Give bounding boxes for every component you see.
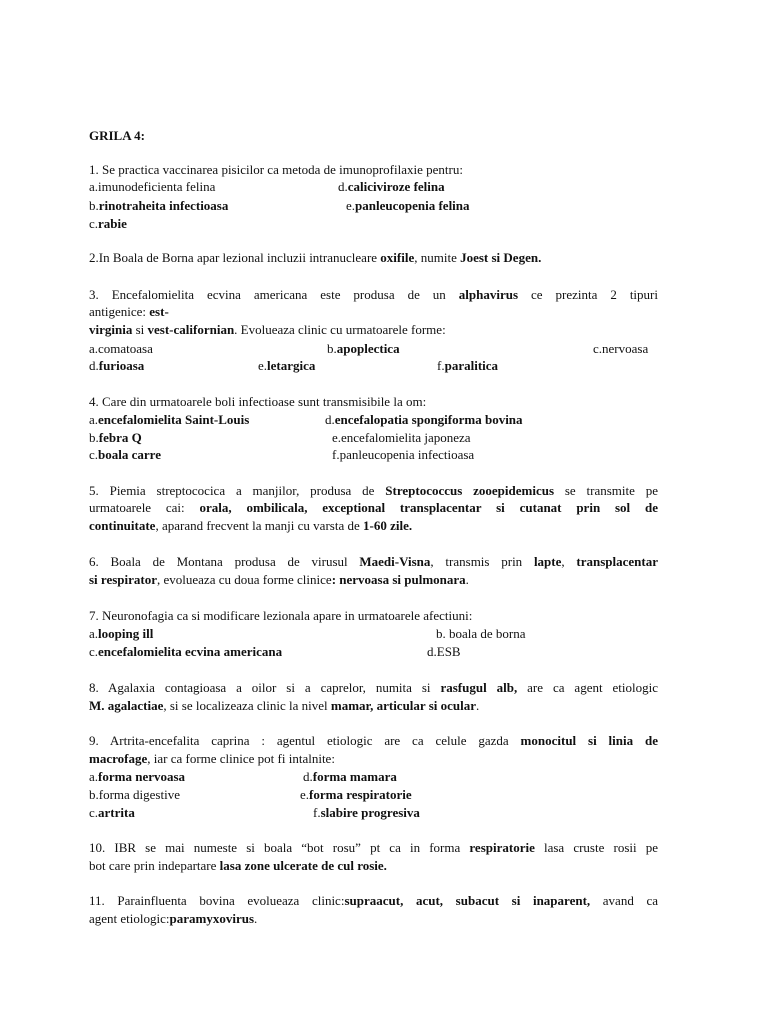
- q3-option-a: a.comatoasa: [89, 341, 153, 356]
- question-5-line-1: 5. Piemia streptococica a manjilor, produsa de Streptococcus zooepidemicus se transmite pe: [89, 483, 659, 498]
- question-3-line-2: antigenice: est-: [89, 304, 169, 319]
- question-9-line-1: 9. Artrita-encefalita caprina : agentul etiologic are ca celule gazda monocitul si linia de: [89, 733, 658, 748]
- question-9-line-2: macrofage, iar ca forme clinice pot fi intalnite:: [89, 751, 335, 766]
- q1-option-c: c.rabie: [89, 216, 127, 231]
- q7-option-d: d.ESB: [427, 644, 461, 659]
- q9-option-d: d.forma mamara: [303, 769, 397, 784]
- q3-option-e: e.letargica: [258, 358, 316, 373]
- question-11-line-1: 11. Parainfluenta bovina evolueaza clinic:supraacut, acut, subacut si inaparent, avand ca: [89, 893, 659, 908]
- question-6-line-2: si respirator, evolueaza cu doua forme clinice: nervoasa si pulmonara.: [89, 572, 469, 587]
- q4-option-b: b.febra Q: [89, 430, 142, 445]
- q1-option-b: b.rinotraheita infectioasa: [89, 198, 229, 213]
- question-5-line-3: continuitate, aparand frecvent la manji cu varsta de 1-60 zile.: [89, 518, 413, 533]
- q9-option-b: b.forma digestive: [89, 787, 180, 802]
- q3-option-c: c.nervoasa: [593, 341, 649, 356]
- q3-option-f: f.paralitica: [437, 358, 499, 373]
- question-8-line-1: 8. Agalaxia contagioasa a oilor si a caprelor, numita si rasfugul alb, are ca agent etiologic: [89, 680, 658, 695]
- q7-option-b: b. boala de borna: [436, 626, 526, 641]
- question-1-stem: 1. Se practica vaccinarea pisicilor ca metoda de imunoprofilaxie pentru:: [89, 162, 463, 177]
- q9-option-f: f.slabire progresiva: [313, 805, 420, 820]
- q9-option-e: e.forma respiratorie: [300, 787, 412, 802]
- q4-option-c: c.boala carre: [89, 447, 161, 462]
- q1-option-d: d.caliciviroze felina: [338, 179, 445, 194]
- q3-option-b: b.apoplectica: [327, 341, 400, 356]
- question-3-line-1: 3. Encefalomielita ecvina americana este produsa de un alphavirus ce prezinta 2 tipuri: [89, 287, 658, 302]
- question-5-line-2: urmatoarele cai: orala, ombilicala, exceptional transplacentar si cutanat prin sol de: [89, 500, 658, 515]
- q9-option-a: a.forma nervoasa: [89, 769, 186, 784]
- q1-option-a: a.imunodeficienta felina: [89, 179, 216, 194]
- q4-option-e: e.encefalomielita japoneza: [332, 430, 471, 445]
- q4-option-a: a.encefalomielita Saint-Louis: [89, 412, 250, 427]
- document-title: GRILA 4:: [89, 128, 145, 143]
- question-6-line-1: 6. Boala de Montana produsa de virusul Maedi-Visna, transmis prin lapte, transplacentar: [89, 554, 659, 569]
- q7-option-c: c.encefalomielita ecvina americana: [89, 644, 283, 659]
- q9-option-c: c.artrita: [89, 805, 135, 820]
- question-3-line-3: virginia si vest-californian. Evolueaza clinic cu urmatoarele forme:: [89, 322, 446, 337]
- q4-option-f: f.panleucopenia infectioasa: [332, 447, 475, 462]
- q1-option-e: e.panleucopenia felina: [346, 198, 470, 213]
- q3-option-d: d.furioasa: [89, 358, 145, 373]
- question-10-line-1: 10. IBR se mai numeste si boala “bot rosu” pt ca in forma respiratorie lasa cruste rosii pe: [89, 840, 658, 855]
- question-11-line-2: agent etiologic:paramyxovirus.: [89, 911, 258, 926]
- q7-option-a: a.looping ill: [89, 626, 154, 641]
- question-4-stem: 4. Care din urmatoarele boli infectioase sunt transmisibile la om:: [89, 394, 427, 409]
- question-10-line-2: bot care prin indepartare lasa zone ulcerate de cul rosie.: [89, 858, 387, 873]
- question-8-line-2: M. agalactiae, si se localizeaza clinic la nivel mamar, articular si ocular.: [89, 698, 480, 713]
- q4-option-d: d.encefalopatia spongiforma bovina: [325, 412, 523, 427]
- question-2: 2.In Boala de Borna apar lezional incluzii intranucleare oxifile, numite Joest si Degen.: [89, 250, 542, 265]
- question-7-stem: 7. Neuronofagia ca si modificare lezionala apare in urmatoarele afectiuni:: [89, 608, 473, 623]
